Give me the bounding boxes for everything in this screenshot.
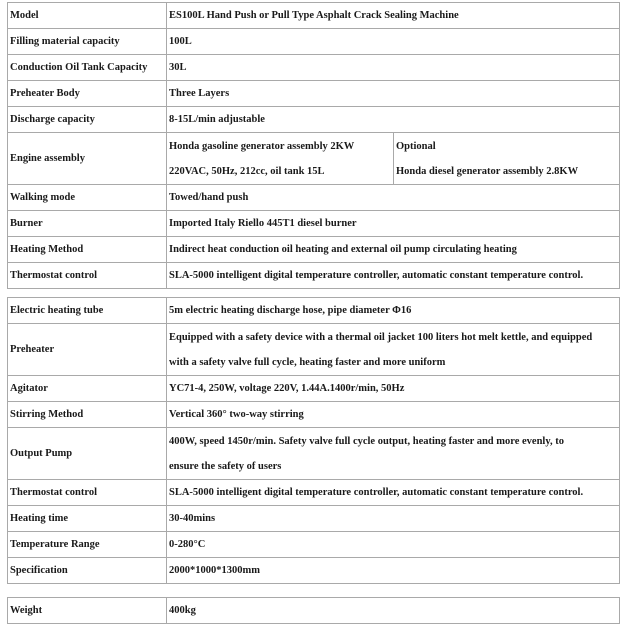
table-row-preheater-body xyxy=(8,81,620,107)
row-value: 2000*1000*1300mm xyxy=(167,558,620,584)
row-label: Preheater xyxy=(8,324,167,376)
row-label: Heating time xyxy=(8,506,167,532)
table-row-discharge-capacity xyxy=(8,107,620,133)
row-value: 8-15L/min adjustable xyxy=(167,107,620,133)
row-label: Conduction Oil Tank Capacity xyxy=(8,55,167,81)
table-row-output-pump xyxy=(8,428,620,480)
table-row-temperature-range xyxy=(8,532,620,558)
row-label: Preheater Body xyxy=(8,81,167,107)
table-row-filling-capacity xyxy=(8,29,620,55)
engine-standard-line2: 220VAC, 50Hz, 212cc, oil tank 15L xyxy=(169,165,325,177)
row-value: Towed/hand push xyxy=(167,185,620,211)
table-row-oil-tank-capacity xyxy=(8,55,620,81)
table-row-preheater xyxy=(8,324,620,376)
table-row-weight xyxy=(8,598,620,624)
table-row-stirring-method xyxy=(8,402,620,428)
pump-line1: 400W, speed 1450r/min. Safety valve full cycle output, heating faster and more evenly, to xyxy=(169,435,564,447)
row-value: SLA-5000 intelligent digital temperature controller, automatic constant temperature control. xyxy=(167,263,620,289)
preheater-line2: with a safety valve full cycle, heating faster and more uniform xyxy=(169,356,446,368)
spec-table-components xyxy=(7,297,620,584)
table-row-electric-heating-tube xyxy=(8,298,620,324)
preheater-line1: Equipped with a safety device with a thermal oil jacket 100 liters hot melt kettle, and equipped xyxy=(169,331,593,343)
table-row-thermostat-control-2 xyxy=(8,480,620,506)
row-label: Burner xyxy=(8,211,167,237)
pump-line2: ensure the safety of users xyxy=(169,460,282,472)
row-label: Engine assembly xyxy=(8,133,167,185)
row-value: Vertical 360° two-way stirring xyxy=(167,402,620,428)
row-value: YC71-4, 250W, voltage 220V, 1.44A.1400r/min, 50Hz xyxy=(167,376,620,402)
engine-optional-cell xyxy=(394,133,620,185)
row-value: 30-40mins xyxy=(167,506,620,532)
row-value: 5m electric heating discharge hose, pipe diameter Φ16 xyxy=(167,298,620,324)
row-value xyxy=(167,428,620,480)
table-row-model xyxy=(8,3,620,29)
row-label: Stirring Method xyxy=(8,402,167,428)
row-value: 400kg xyxy=(167,598,620,624)
row-value: ES100L Hand Push or Pull Type Asphalt Crack Sealing Machine xyxy=(167,3,620,29)
row-label: Weight xyxy=(8,598,167,624)
row-label: Agitator xyxy=(8,376,167,402)
row-value: SLA-5000 intelligent digital temperature controller, automatic constant temperature control. xyxy=(167,480,620,506)
row-label: Specification xyxy=(8,558,167,584)
engine-standard-line1: Honda gasoline generator assembly 2KW xyxy=(169,140,355,152)
table-row-heating-time xyxy=(8,506,620,532)
row-value: 100L xyxy=(167,29,620,55)
row-label: Walking mode xyxy=(8,185,167,211)
row-label: Electric heating tube xyxy=(8,298,167,324)
table-row-agitator xyxy=(8,376,620,402)
spec-table-weight xyxy=(7,597,620,624)
row-label: Heating Method xyxy=(8,237,167,263)
table-row-heating-method xyxy=(8,237,620,263)
table-row-specification xyxy=(8,558,620,584)
spec-table-main xyxy=(7,2,620,289)
row-label: Temperature Range xyxy=(8,532,167,558)
table-row-engine-assembly xyxy=(8,133,620,185)
row-value: 30L xyxy=(167,55,620,81)
row-label: Output Pump xyxy=(8,428,167,480)
row-value: 0-280°C xyxy=(167,532,620,558)
row-value xyxy=(167,324,620,376)
table-row-thermostat-control xyxy=(8,263,620,289)
row-value: Imported Italy Riello 445T1 diesel burner xyxy=(167,211,620,237)
row-label: Model xyxy=(8,3,167,29)
row-label: Thermostat control xyxy=(8,480,167,506)
row-label: Discharge capacity xyxy=(8,107,167,133)
row-value: Indirect heat conduction oil heating and external oil pump circulating heating xyxy=(167,237,620,263)
engine-optional-line2: Honda diesel generator assembly 2.8KW xyxy=(396,165,579,177)
table-row-burner xyxy=(8,211,620,237)
row-label: Filling material capacity xyxy=(8,29,167,55)
row-value: Three Layers xyxy=(167,81,620,107)
engine-optional-line1: Optional xyxy=(396,140,436,152)
row-label: Thermostat control xyxy=(8,263,167,289)
table-row-walking-mode xyxy=(8,185,620,211)
engine-standard-cell xyxy=(167,133,394,185)
